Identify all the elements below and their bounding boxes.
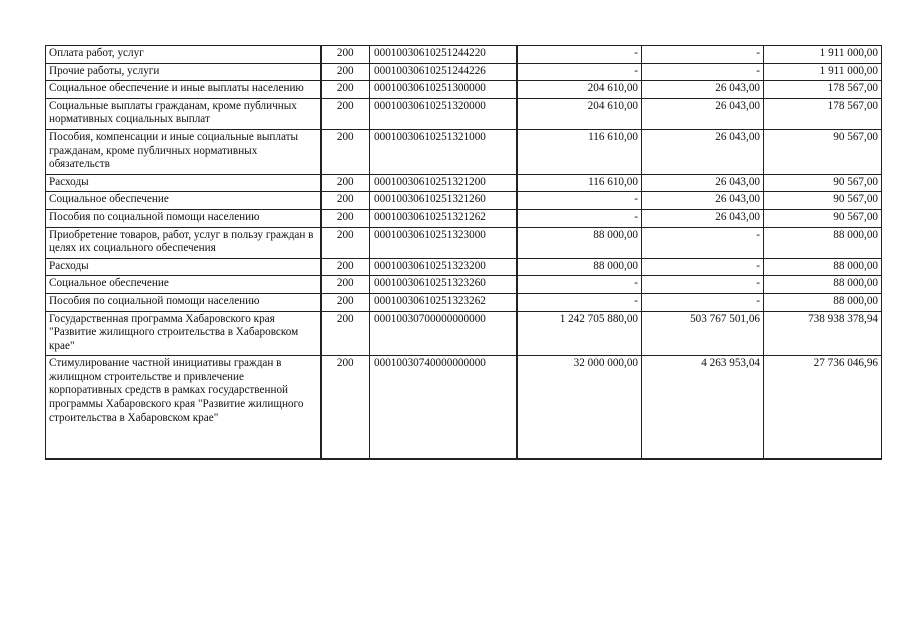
- cell-approved: 32 000 000,00: [517, 356, 642, 459]
- cell-line-code: 200: [321, 174, 370, 192]
- table-row: [46, 192, 882, 210]
- cell-unexecuted: 90 567,00: [764, 209, 882, 227]
- cell-executed: 26 043,00: [642, 129, 764, 174]
- cell-budget-code: 00010030610251300000: [370, 81, 517, 99]
- cell-approved: 88 000,00: [517, 258, 642, 276]
- cell-executed: 26 043,00: [642, 192, 764, 210]
- cell-line-code: 200: [321, 276, 370, 294]
- cell-unexecuted: 27 736 046,96: [764, 356, 882, 459]
- cell-budget-code: 00010030610251244220: [370, 46, 517, 64]
- cell-line-code: 200: [321, 311, 370, 356]
- cell-unexecuted: 1 911 000,00: [764, 46, 882, 64]
- cell-approved: -: [517, 63, 642, 81]
- cell-approved: -: [517, 276, 642, 294]
- cell-unexecuted: 88 000,00: [764, 258, 882, 276]
- cell-approved: -: [517, 209, 642, 227]
- cell-executed: 26 043,00: [642, 209, 764, 227]
- table-row: [46, 293, 882, 311]
- cell-budget-code: 00010030610251323260: [370, 276, 517, 294]
- cell-approved: 204 610,00: [517, 81, 642, 99]
- table-row: [46, 46, 882, 64]
- cell-name: Пособия по социальной помощи населению: [46, 293, 321, 311]
- cell-unexecuted: 88 000,00: [764, 276, 882, 294]
- cell-line-code: 200: [321, 258, 370, 276]
- cell-unexecuted: 178 567,00: [764, 98, 882, 129]
- cell-approved: -: [517, 293, 642, 311]
- cell-unexecuted: 738 938 378,94: [764, 311, 882, 356]
- table-body: [46, 46, 882, 459]
- cell-budget-code: 00010030610251321262: [370, 209, 517, 227]
- cell-line-code: 200: [321, 356, 370, 459]
- table-row: [46, 81, 882, 99]
- cell-budget-code: 00010030610251321200: [370, 174, 517, 192]
- table-row: [46, 311, 882, 356]
- cell-unexecuted: 90 567,00: [764, 129, 882, 174]
- cell-line-code: 200: [321, 227, 370, 258]
- cell-line-code: 200: [321, 63, 370, 81]
- cell-approved: 116 610,00: [517, 174, 642, 192]
- cell-budget-code: 00010030610251244226: [370, 63, 517, 81]
- cell-approved: 116 610,00: [517, 129, 642, 174]
- cell-approved: -: [517, 46, 642, 64]
- cell-line-code: 200: [321, 192, 370, 210]
- cell-unexecuted: 178 567,00: [764, 81, 882, 99]
- cell-name: Стимулирование частной инициативы граждан в жилищном строительстве и привлечение корпоративных средств в рамках государственной программы Хабаровского края "Развитие жилищного строительства в Хабаровском крае": [46, 356, 321, 459]
- cell-name: Государственная программа Хабаровского края "Развитие жилищного строительства в Хабаровском крае": [46, 311, 321, 356]
- cell-name: Социальное обеспечение: [46, 192, 321, 210]
- cell-unexecuted: 90 567,00: [764, 192, 882, 210]
- cell-executed: -: [642, 46, 764, 64]
- cell-unexecuted: 88 000,00: [764, 293, 882, 311]
- cell-executed: 4 263 953,04: [642, 356, 764, 459]
- cell-budget-code: 00010030700000000000: [370, 311, 517, 356]
- table-row: [46, 98, 882, 129]
- cell-unexecuted: 1 911 000,00: [764, 63, 882, 81]
- cell-budget-code: 00010030740000000000: [370, 356, 517, 459]
- cell-name: Пособия по социальной помощи населению: [46, 209, 321, 227]
- table-row: [46, 63, 882, 81]
- cell-unexecuted: 90 567,00: [764, 174, 882, 192]
- cell-executed: 26 043,00: [642, 174, 764, 192]
- cell-name: Социальное обеспечение и иные выплаты населению: [46, 81, 321, 99]
- cell-budget-code: 00010030610251321260: [370, 192, 517, 210]
- cell-budget-code: 00010030610251321000: [370, 129, 517, 174]
- cell-name: Прочие работы, услуги: [46, 63, 321, 81]
- cell-executed: -: [642, 63, 764, 81]
- cell-executed: -: [642, 227, 764, 258]
- cell-approved: 88 000,00: [517, 227, 642, 258]
- table-row: [46, 174, 882, 192]
- cell-line-code: 200: [321, 46, 370, 64]
- table-row: [46, 227, 882, 258]
- table-row: [46, 276, 882, 294]
- cell-name: Приобретение товаров, работ, услуг в пользу граждан в целях их социального обеспечения: [46, 227, 321, 258]
- cell-name: Пособия, компенсации и иные социальные выплаты гражданам, кроме публичных нормативных обязательств: [46, 129, 321, 174]
- cell-executed: 503 767 501,06: [642, 311, 764, 356]
- table-row: [46, 209, 882, 227]
- cell-line-code: 200: [321, 209, 370, 227]
- table-row: [46, 356, 882, 459]
- cell-executed: -: [642, 276, 764, 294]
- cell-executed: 26 043,00: [642, 81, 764, 99]
- cell-name: Оплата работ, услуг: [46, 46, 321, 64]
- cell-line-code: 200: [321, 81, 370, 99]
- cell-approved: 204 610,00: [517, 98, 642, 129]
- cell-executed: -: [642, 258, 764, 276]
- cell-line-code: 200: [321, 98, 370, 129]
- cell-approved: 1 242 705 880,00: [517, 311, 642, 356]
- cell-name: Расходы: [46, 258, 321, 276]
- cell-unexecuted: 88 000,00: [764, 227, 882, 258]
- cell-name: Социальные выплаты гражданам, кроме публичных нормативных социальных выплат: [46, 98, 321, 129]
- cell-budget-code: 00010030610251323200: [370, 258, 517, 276]
- cell-line-code: 200: [321, 129, 370, 174]
- cell-executed: 26 043,00: [642, 98, 764, 129]
- cell-budget-code: 00010030610251323262: [370, 293, 517, 311]
- cell-budget-code: 00010030610251323000: [370, 227, 517, 258]
- cell-executed: -: [642, 293, 764, 311]
- cell-budget-code: 00010030610251320000: [370, 98, 517, 129]
- table-row: [46, 129, 882, 174]
- cell-approved: -: [517, 192, 642, 210]
- budget-execution-table: [45, 45, 882, 460]
- cell-line-code: 200: [321, 293, 370, 311]
- table-row: [46, 258, 882, 276]
- cell-name: Расходы: [46, 174, 321, 192]
- cell-name: Социальное обеспечение: [46, 276, 321, 294]
